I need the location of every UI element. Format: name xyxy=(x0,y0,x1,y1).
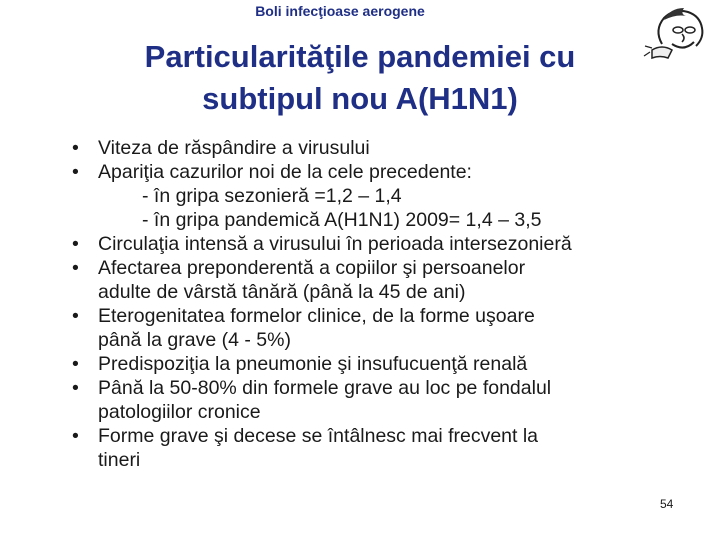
bullet-item: • Până la 50-80% din formele grave au loc pe fondalul patologiilor cronice xyxy=(72,376,702,424)
sub-item: - în gripa pandemică A(H1N1) 2009= 1,4 – 3,5 xyxy=(142,209,542,231)
bullet-item: • Viteza de răspândire a virusului xyxy=(72,136,702,160)
sub-item: - în gripa sezonieră =1,2 – 1,4 xyxy=(142,185,402,207)
slide-title xyxy=(80,36,640,120)
bullet-item: • Circulaţia intensă a virusului în perioada intersezonieră xyxy=(72,232,702,256)
bullet-item: • Predispoziţia la pneumonie şi insufucuenţă renală xyxy=(72,352,702,376)
page-number: 54 xyxy=(660,497,674,511)
bullet-list xyxy=(72,136,702,472)
cartoon-person-sneezing-icon xyxy=(642,0,716,60)
bullet-item: • Afectarea preponderentă a copiilor şi persoanelor adulte de vârstă tânără (până la 45 de ani) xyxy=(72,256,702,304)
bullet-item: • Eterogenitatea formelor clinice, de la forme uşoare până la grave (4 - 5%) xyxy=(72,304,702,352)
bullet-item: • Forme grave şi decese se întâlnesc mai frecvent la tineri xyxy=(72,424,702,472)
title-line-2: subtipul nou A(H1N1) xyxy=(202,81,518,116)
bullet-item: • Apariţia cazurilor noi de la cele precedente: xyxy=(72,160,702,184)
title-line-1: Particularităţile pandemiei cu xyxy=(144,39,576,74)
slide-header: Boli infecţioase aerogene xyxy=(255,3,425,19)
